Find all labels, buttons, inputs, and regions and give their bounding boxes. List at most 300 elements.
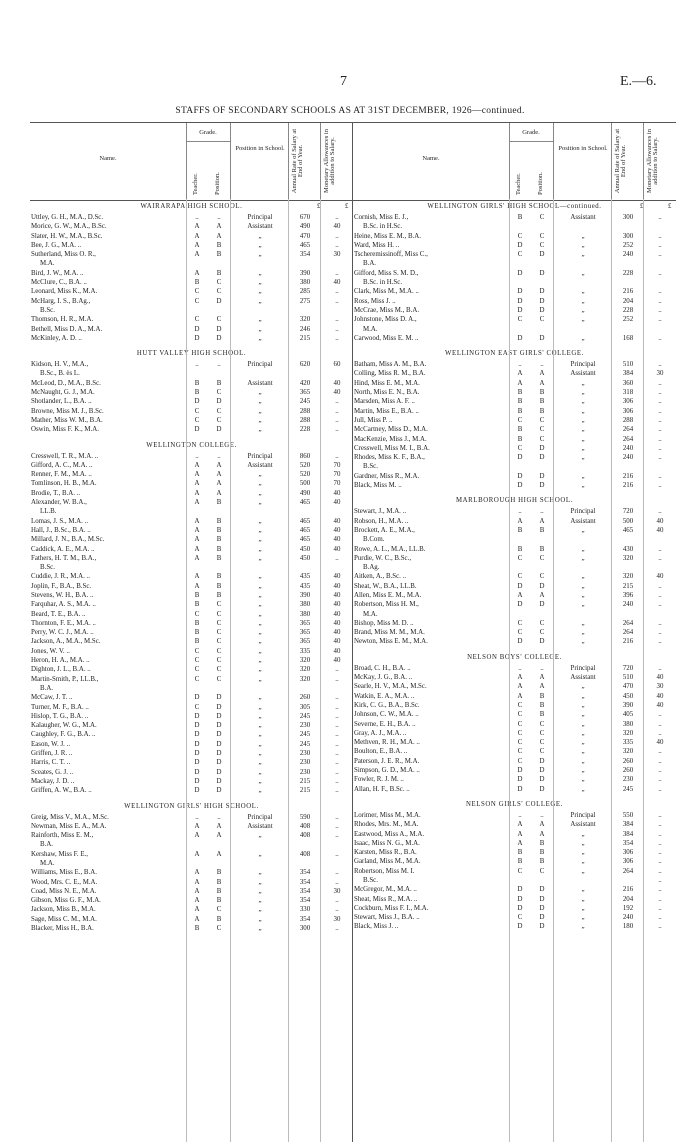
staff-name: Marsden, Miss A. F. .. [354, 398, 415, 406]
teacher-grade: D [517, 767, 523, 775]
position-grade: D [539, 306, 545, 314]
school-position: „ [258, 545, 262, 553]
salary: 430 [622, 545, 634, 553]
school-position: „ [258, 232, 262, 240]
staff-row [353, 885, 676, 894]
teacher-grade: B [517, 398, 523, 406]
staff-row [30, 222, 353, 231]
section-name: WELLINGTON COLLEGE. [146, 441, 237, 449]
column-header [30, 122, 353, 201]
staff-row [353, 785, 676, 794]
salary: 264 [622, 435, 634, 443]
staff-name: Harris, C. T. .. [31, 759, 71, 767]
allowance: .. [335, 750, 339, 758]
section-name: NELSON BOYS' COLLEGE. [467, 653, 562, 661]
position-grade: D [216, 703, 222, 711]
staff-name: MacKenzie, Miss J., M.A. [354, 435, 427, 443]
allowance: .. [658, 757, 662, 765]
staff-name: Cornish, Miss E. J., [354, 214, 409, 221]
school-position: „ [581, 729, 585, 737]
school-position: „ [581, 739, 585, 747]
salary: 230 [622, 776, 634, 784]
position-grade: D [539, 886, 545, 894]
position-grade: C [539, 232, 545, 240]
teacher-grade: A [517, 821, 523, 829]
staff-name: Browne, Miss M. J., B.Sc. [31, 407, 104, 415]
staff-row [30, 582, 353, 591]
school-position: „ [581, 379, 585, 387]
salary: 335 [622, 739, 634, 747]
school-position: Principal [570, 361, 596, 369]
position-grade: C [539, 554, 545, 562]
allowance: 70 [333, 461, 341, 469]
section-title [30, 201, 353, 213]
position-grade: C [216, 407, 222, 415]
allowance: .. [658, 629, 662, 637]
teacher-grade: D [517, 904, 523, 912]
school-position: „ [581, 454, 585, 462]
school-position: „ [581, 306, 585, 314]
school-position: „ [258, 777, 262, 785]
staff-name: Alexander, W. B.A., [31, 499, 87, 507]
staff-name: Black, Miss J. .. [354, 923, 399, 931]
teacher-grade: C [517, 629, 523, 637]
school-position: „ [258, 334, 262, 342]
teacher-grade: D [517, 482, 523, 490]
staff-name: Caughley, F. G., B.A. .. [31, 731, 96, 739]
teacher-grade: A [194, 822, 200, 830]
staff-row [353, 913, 676, 922]
salary: 720 [622, 664, 634, 672]
position-grade: B [216, 545, 222, 553]
staff-name: Uttley, G. H., M.A., D.Sc. [31, 214, 104, 221]
school-position: „ [258, 269, 262, 277]
teacher-grade: B [194, 279, 200, 287]
staff-row [30, 425, 353, 434]
position-grade: C [539, 416, 545, 424]
staff-name: M.A. [40, 860, 55, 867]
staff-row [353, 517, 676, 526]
position-grade: A [539, 683, 545, 691]
school-position: „ [258, 832, 262, 840]
staff-row [353, 435, 676, 444]
teacher-grade: A [194, 251, 200, 259]
header-name: Name. [422, 155, 440, 162]
salary: 320 [622, 748, 634, 756]
school-position: „ [581, 435, 585, 443]
staff-name: Gray, A. J., M.A. .. [354, 729, 407, 737]
school-position: „ [581, 389, 585, 397]
staff-name: B.A. [40, 841, 54, 849]
staff-row [353, 757, 676, 766]
teacher-grade: D [517, 923, 523, 931]
allowance: .. [658, 316, 662, 324]
staff-name: Griffen, J. R. .. [31, 750, 73, 758]
allowance: 40 [333, 629, 341, 637]
school-position: „ [581, 692, 585, 700]
teacher-grade: A [517, 683, 523, 691]
header-rate: Annual Rate of Salary at End of Year. [291, 128, 304, 194]
position-grade: B [539, 389, 545, 397]
school-position: „ [581, 334, 585, 342]
position-grade: C [216, 619, 222, 627]
allowance: .. [335, 325, 339, 333]
school-position: „ [581, 526, 585, 534]
allowance: .. [658, 334, 662, 342]
allowance: .. [658, 232, 662, 240]
allowance: .. [335, 759, 339, 767]
staff-row [353, 397, 676, 406]
teacher-grade: B [194, 389, 200, 397]
position-grade: C [216, 279, 222, 287]
allowance: 40 [656, 573, 664, 581]
school-position: „ [581, 288, 585, 296]
position-grade: D [539, 785, 545, 793]
header-position-school: Position in School. [558, 145, 608, 152]
staff-row [30, 526, 353, 535]
position-grade: D [216, 325, 222, 333]
position-grade: C [216, 657, 222, 665]
salary: 408 [299, 822, 311, 830]
teacher-grade: A [194, 554, 200, 562]
salary: 465 [299, 536, 311, 544]
staff-row [353, 572, 676, 581]
salary: 490 [299, 223, 311, 231]
allowance: .. [658, 545, 662, 553]
position-grade: C [539, 573, 545, 581]
staff-row [353, 747, 676, 756]
position-grade: A [539, 591, 545, 599]
position-grade: B [216, 897, 222, 905]
position-grade: C [539, 739, 545, 747]
staff-name: Kirk, C. G., B.A., B.Sc. [354, 701, 420, 709]
teacher-grade: B [194, 601, 200, 609]
staff-row [353, 729, 676, 738]
staff-row [30, 859, 353, 868]
teacher-grade: A [194, 499, 200, 507]
staff-name: Gifford, Miss S. M. D., [354, 269, 419, 277]
staff-row [353, 232, 676, 241]
staff-name: McKay, J. G., B.A. .. [354, 674, 413, 682]
allowance: .. [335, 398, 339, 406]
staff-row [353, 830, 676, 839]
position-grade: .. [540, 811, 544, 819]
teacher-grade: A [194, 536, 200, 544]
staff-name: Tomlinson, H. B., M.A. [31, 480, 97, 488]
allowance: .. [658, 886, 662, 894]
school-position: „ [258, 480, 262, 488]
staff-name: B.Sc. [40, 306, 55, 314]
school-position: „ [581, 591, 585, 599]
teacher-grade: C [517, 416, 523, 424]
teacher-grade: D [194, 694, 200, 702]
teacher-grade: C [194, 657, 200, 665]
teacher-grade: A [517, 674, 523, 682]
staff-row [30, 730, 353, 739]
allowance: 40 [333, 545, 341, 553]
staff-row [30, 758, 353, 767]
staff-name: Mather, Miss W. M., B.A. [31, 416, 103, 424]
position-grade: C [539, 241, 545, 249]
school-position: „ [581, 241, 585, 249]
staff-name: Johnson, C. W., M.A. .. [354, 711, 419, 719]
allowance: .. [658, 591, 662, 599]
allowance: .. [658, 435, 662, 443]
salary: 354 [299, 915, 311, 923]
allowance: .. [658, 251, 662, 259]
section-title [353, 652, 676, 664]
teacher-grade: D [194, 712, 200, 720]
school-position: „ [581, 316, 585, 324]
staff-name: McNaught, G. J., M.A. [31, 389, 95, 397]
position-grade: A [539, 370, 545, 378]
staff-name: McCaw, J. T. .. [31, 694, 73, 702]
staff-row [30, 232, 353, 241]
teacher-grade: A [194, 471, 200, 479]
salary: 260 [622, 757, 634, 765]
teacher-grade: B [517, 526, 523, 534]
position-grade: C [539, 619, 545, 627]
allowance: 40 [333, 379, 341, 387]
salary: 435 [299, 573, 311, 581]
school-position: „ [581, 867, 585, 875]
staff-name: Batham, Miss A. M., B.A. [354, 361, 427, 369]
staff-name: B.Sc. [363, 463, 378, 471]
staff-row [353, 692, 676, 701]
allowance: 30 [333, 915, 341, 923]
section-title [353, 495, 676, 507]
allowance: .. [658, 482, 662, 490]
staff-row [353, 738, 676, 747]
staff-row [353, 315, 676, 324]
salary: 264 [622, 619, 634, 627]
school-position: „ [258, 407, 262, 415]
teacher-grade: C [194, 288, 200, 296]
staff-row [30, 740, 353, 749]
position-grade: .. [540, 508, 544, 516]
school-position: „ [258, 426, 262, 434]
allowance: .. [658, 767, 662, 775]
school-position: „ [258, 750, 262, 758]
salary: 380 [299, 610, 311, 618]
salary: 240 [622, 251, 634, 259]
school-position: „ [581, 545, 585, 553]
column-header [353, 122, 676, 201]
teacher-grade: D [517, 776, 523, 784]
allowance: .. [335, 906, 339, 914]
school-position: Principal [247, 452, 273, 460]
teacher-grade: C [517, 748, 523, 756]
allowance: 40 [333, 573, 341, 581]
position-grade: C [216, 416, 222, 424]
school-position: „ [258, 657, 262, 665]
teacher-grade: C [517, 739, 523, 747]
staff-name: Fathers, H. T. M., B.A., [31, 554, 97, 562]
staff-name: Sheat, Miss R., M.A. .. [354, 895, 418, 903]
staff-name: B.Sc. [40, 564, 55, 572]
salary: 450 [622, 692, 634, 700]
salary: 435 [299, 582, 311, 590]
position-grade: B [539, 858, 545, 866]
staff-row [353, 369, 676, 378]
staff-row [30, 259, 353, 268]
position-grade: A [539, 821, 545, 829]
salary: 320 [622, 554, 634, 562]
staff-name: Gifford, A. C., M.A. .. [31, 461, 93, 469]
section-name: MARLBOROUGH HIGH SCHOOL. [456, 497, 573, 505]
staff-name: Turner, M. F., B.A. .. [31, 703, 89, 711]
position-grade: B [539, 407, 545, 415]
staff-name: Carwood, Miss E. M. .. [354, 334, 419, 342]
staff-name: Brodie, T., B.A. .. [31, 489, 81, 497]
allowance: .. [658, 306, 662, 314]
allowance: .. [335, 297, 339, 305]
salary: 354 [299, 887, 311, 895]
teacher-grade: C [194, 675, 200, 683]
allowance: .. [658, 389, 662, 397]
salary: 510 [622, 674, 634, 682]
position-grade: D [539, 895, 545, 903]
allowance: .. [658, 729, 662, 737]
allowance: .. [658, 867, 662, 875]
school-position: Assistant [570, 370, 596, 378]
teacher-grade: A [194, 489, 200, 497]
position-grade: D [216, 759, 222, 767]
school-position: „ [581, 720, 585, 728]
allowance: 40 [656, 526, 664, 534]
salary: 228 [622, 306, 634, 314]
staff-name: Eason, W. J. .. [31, 740, 71, 748]
unit-rate: £ [640, 203, 644, 210]
staff-name: Isaac, Miss N. G., M.A. [354, 839, 420, 847]
school-position: „ [258, 297, 262, 305]
salary: 465 [622, 526, 634, 534]
position-grade: B [539, 545, 545, 553]
staff-row [30, 535, 353, 544]
school-position: „ [258, 638, 262, 646]
position-grade: D [216, 777, 222, 785]
staff-row [30, 647, 353, 656]
salary: 390 [299, 269, 311, 277]
teacher-grade: D [517, 297, 523, 305]
salary: 465 [299, 526, 311, 534]
position-grade: D [539, 251, 545, 259]
salary: 216 [622, 482, 634, 490]
teacher-grade: D [194, 759, 200, 767]
salary: 252 [622, 241, 634, 249]
teacher-grade: .. [518, 811, 522, 819]
section-title [353, 201, 676, 213]
allowance: .. [335, 850, 339, 858]
school-position: „ [258, 610, 262, 618]
position-grade: B [216, 582, 222, 590]
position-grade: D [539, 334, 545, 342]
staff-row [30, 610, 353, 619]
position-grade: C [539, 214, 545, 221]
position-grade: C [539, 435, 545, 443]
salary: 396 [622, 591, 634, 599]
allowance: .. [658, 711, 662, 719]
staff-name: Slater, H. W., M.A., B.Sc. [31, 232, 103, 240]
staff-name: McLeod, D., M.A., B.Sc. [31, 379, 101, 387]
salary: 384 [622, 370, 634, 378]
teacher-grade: B [194, 629, 200, 637]
teacher-grade: B [517, 858, 523, 866]
salary: 305 [299, 703, 311, 711]
teacher-grade: .. [195, 214, 199, 221]
position-grade: D [539, 601, 545, 609]
section-name: WAIRARAPA HIGH SCHOOL. [140, 203, 243, 210]
allowance: .. [335, 675, 339, 683]
staff-name: Williams, Miss E., B.A. [31, 869, 97, 877]
position-grade: D [216, 426, 222, 434]
staff-name: Martin, Miss E., B.A. .. [354, 407, 419, 415]
position-grade: A [216, 832, 222, 840]
staff-row [30, 693, 353, 702]
staff-row [30, 360, 353, 369]
staff-name: North, Miss E. N., B.A. [354, 389, 420, 397]
allowance: .. [658, 416, 662, 424]
school-position: „ [258, 389, 262, 397]
school-position: „ [581, 482, 585, 490]
allowance: .. [658, 720, 662, 728]
staff-row [30, 397, 353, 406]
staff-row [353, 416, 676, 425]
staff-row [353, 820, 676, 829]
teacher-grade: B [194, 925, 200, 933]
staff-row [353, 904, 676, 913]
allowance: .. [658, 472, 662, 480]
allowance: .. [335, 777, 339, 785]
page-number: 7 [340, 74, 347, 89]
salary: 320 [622, 573, 634, 581]
staff-table [30, 122, 676, 1142]
staff-row [353, 222, 676, 231]
allowance: .. [335, 740, 339, 748]
school-position: „ [258, 601, 262, 609]
salary: 300 [299, 925, 311, 933]
staff-name: Eastwood, Miss A., M.A. [354, 830, 425, 838]
teacher-grade: D [517, 886, 523, 894]
staff-name: Millard, J. N., B.A., M.Sc. [31, 536, 105, 544]
staff-row [353, 839, 676, 848]
section-name: WELLINGTON EAST GIRLS' COLLEGE. [445, 350, 584, 358]
staff-row [30, 878, 353, 887]
salary: 365 [299, 619, 311, 627]
section-title [30, 801, 353, 813]
staff-row [353, 545, 676, 554]
school-position: „ [581, 269, 585, 277]
salary: 380 [622, 720, 634, 728]
allowance: 40 [333, 647, 341, 655]
position-grade: D [539, 767, 545, 775]
position-grade: C [216, 610, 222, 618]
section-name: WELLINGTON GIRLS' HIGH SCHOOL—continued. [427, 203, 602, 210]
staff-row [30, 619, 353, 628]
allowance: .. [658, 241, 662, 249]
staff-name: Heine, Miss E. M., B.A. [354, 232, 421, 240]
staff-row [353, 563, 676, 572]
staff-name: Robertson, Miss M. I. [354, 867, 415, 875]
allowance: .. [335, 407, 339, 415]
staff-row [353, 664, 676, 673]
school-position: „ [581, 711, 585, 719]
staff-row [353, 628, 676, 637]
allowance: .. [658, 830, 662, 838]
position-grade: C [539, 729, 545, 737]
staff-name: Lomas, J. S., M.A. .. [31, 517, 89, 525]
staff-row [353, 360, 676, 369]
